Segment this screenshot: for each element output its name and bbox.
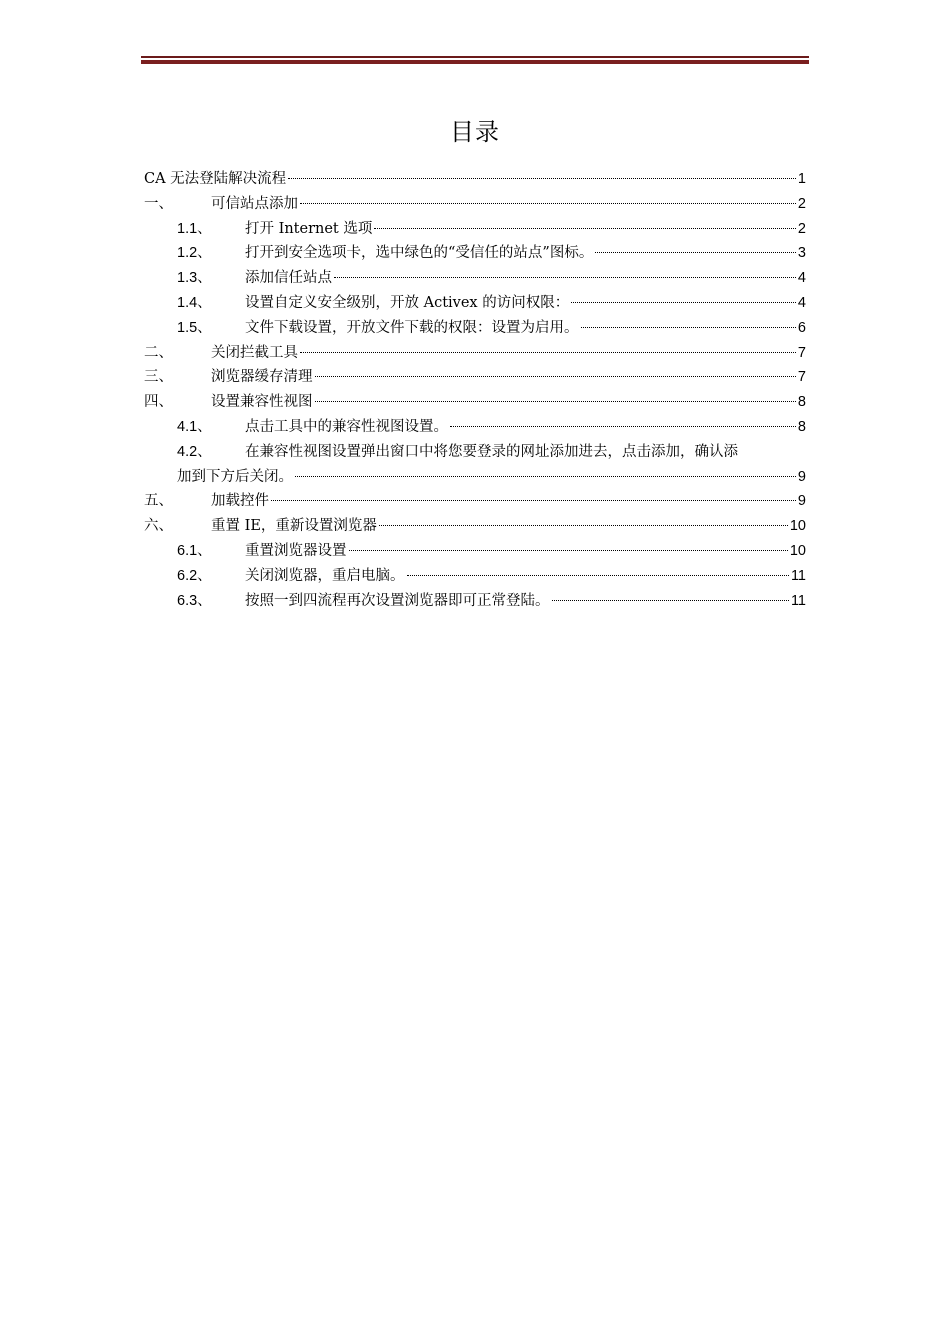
- toc-entry-page: 8: [797, 394, 806, 411]
- toc-entry-number: 6.1、: [177, 542, 212, 559]
- toc-entry-page: 4: [797, 270, 806, 287]
- toc-entry-page: 9: [797, 468, 806, 485]
- toc-entry-page: 2: [797, 220, 806, 237]
- toc-entry-text: 设置兼容性视图: [211, 394, 313, 411]
- toc-entry[interactable]: [144, 514, 806, 539]
- toc-entry-page: 10: [789, 542, 806, 559]
- header-rule: [141, 56, 809, 64]
- toc-entry-page: 4: [797, 294, 806, 311]
- dot-leader: [300, 352, 796, 353]
- dot-leader: [271, 500, 796, 501]
- dot-leader: [595, 252, 796, 253]
- dot-leader: [571, 302, 796, 303]
- toc-entry-page: 8: [797, 418, 806, 435]
- dot-leader: [407, 575, 789, 576]
- toc-entry-text-continued: 加到下方后关闭。: [177, 468, 293, 485]
- toc-entry[interactable]: [144, 539, 806, 564]
- toc-entry-text: 关闭拦截工具: [211, 344, 298, 361]
- toc-entry-text: 重置 IE，重新设置浏览器: [211, 518, 377, 535]
- toc-entry-page: 1: [797, 171, 806, 187]
- toc-entry[interactable]: [144, 192, 806, 217]
- toc-entry-number: 1.5、: [177, 319, 212, 336]
- toc-entry-number: 一、: [144, 195, 173, 212]
- toc-entry[interactable]: [144, 217, 806, 242]
- toc-entry-number: 六、: [144, 518, 173, 535]
- toc-entry-number: 1.1、: [177, 220, 212, 237]
- toc-entry-number: 1.2、: [177, 245, 212, 262]
- dot-leader: [288, 178, 796, 179]
- toc-entry-number: 4.1、: [177, 418, 212, 435]
- toc-entry[interactable]: [144, 316, 806, 341]
- toc-entry[interactable]: [144, 167, 806, 192]
- dot-leader: [300, 203, 796, 204]
- table-of-contents: [144, 167, 806, 613]
- toc-entry-number: 1.3、: [177, 270, 212, 287]
- dot-leader: [581, 327, 796, 328]
- toc-entry-page: 9: [797, 493, 806, 510]
- toc-entry-text: 添加信任站点: [245, 270, 332, 287]
- toc-entry-text: 按照一到四流程再次设置浏览器即可正常登陆。: [245, 592, 550, 609]
- toc-entry[interactable]: [144, 341, 806, 366]
- toc-entry-text: 设置自定义安全级别，开放 Activex 的访问权限：: [245, 294, 570, 311]
- toc-entry-page: 7: [797, 344, 806, 361]
- toc-title: 目录: [450, 118, 500, 146]
- toc-entry[interactable]: [144, 365, 806, 390]
- toc-entry-text: 文件下载设置，开放文件下载的权限：设置为启用。: [245, 319, 579, 336]
- dot-leader: [450, 426, 796, 427]
- toc-entry-text: 浏览器缓存清理: [211, 369, 313, 386]
- toc-entry-number: 1.4、: [177, 294, 212, 311]
- toc-entry-page: 3: [797, 245, 806, 262]
- toc-entry-number: 4.2、: [177, 443, 212, 460]
- toc-entry-page: 11: [790, 592, 806, 609]
- dot-leader: [552, 600, 789, 601]
- toc-entry-number: 二、: [144, 344, 173, 361]
- toc-entry-number: 三、: [144, 369, 173, 386]
- toc-entry-text: 重置浏览器设置: [245, 542, 347, 559]
- dot-leader: [349, 550, 788, 551]
- toc-entry-text: 加载控件: [211, 493, 269, 510]
- toc-entry-page: 7: [797, 369, 806, 386]
- toc-entry[interactable]: [144, 291, 806, 316]
- toc-entry-text: 打开 Internet 选项: [245, 220, 373, 237]
- toc-entry-text: 打开到安全选项卡，选中绿色的“受信任的站点”图标。: [245, 245, 594, 262]
- toc-entry-text: 关闭浏览器，重启电脑。: [245, 567, 405, 584]
- toc-entry-number: 四、: [144, 394, 173, 411]
- toc-entry[interactable]: [144, 589, 806, 614]
- toc-entry-page: 11: [790, 567, 806, 584]
- dot-leader: [315, 376, 796, 377]
- toc-entry-text: CA 无法登陆解决流程: [144, 171, 287, 187]
- toc-entry[interactable]: [144, 415, 806, 440]
- dot-leader: [379, 525, 788, 526]
- toc-entry-number: 6.3、: [177, 592, 212, 609]
- toc-entry-text: 可信站点添加: [211, 195, 298, 212]
- toc-entry-page: 6: [797, 319, 806, 336]
- dot-leader: [334, 277, 796, 278]
- toc-entry[interactable]: [144, 489, 806, 514]
- toc-entry-text: 点击工具中的兼容性视图设置。: [245, 418, 448, 435]
- toc-entry[interactable]: [144, 241, 806, 266]
- toc-entry-number: 五、: [144, 493, 173, 510]
- toc-entry[interactable]: [144, 390, 806, 415]
- toc-entry[interactable]: [144, 440, 806, 490]
- toc-entry-number: 6.2、: [177, 567, 212, 584]
- dot-leader: [315, 401, 796, 402]
- dot-leader: [374, 228, 796, 229]
- toc-entry[interactable]: [144, 266, 806, 291]
- toc-entry-text: 在兼容性视图设置弹出窗口中将您要登录的网址添加进去，点击添加，确认添: [245, 443, 738, 460]
- toc-entry-page: 2: [797, 195, 806, 212]
- toc-entry-page: 10: [789, 518, 806, 535]
- dot-leader: [295, 476, 796, 477]
- toc-entry[interactable]: [144, 564, 806, 589]
